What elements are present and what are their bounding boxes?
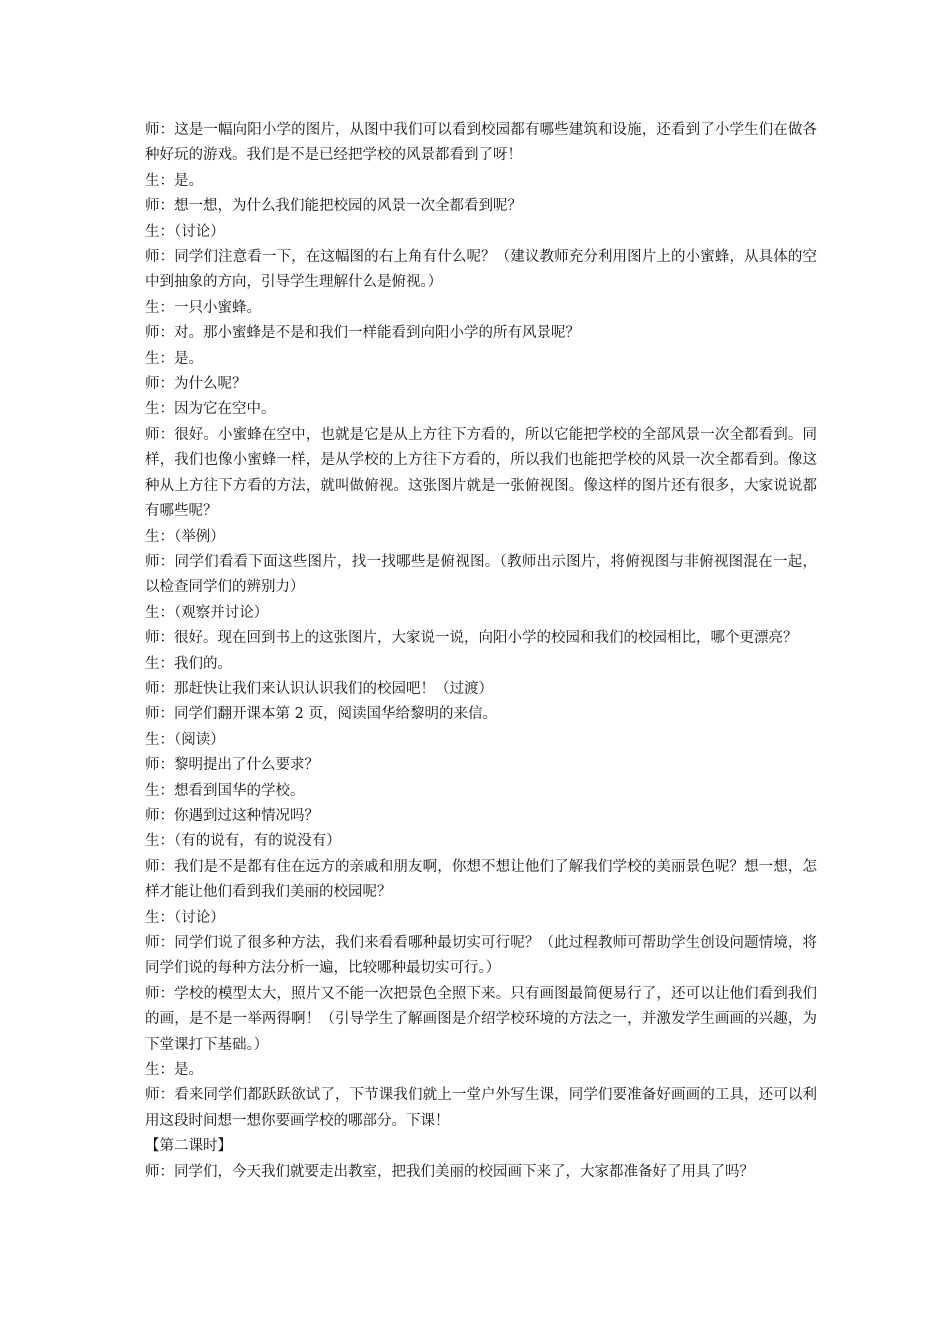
paragraph: 生：一只小蜜蜂。 [145,299,261,316]
paragraph: 师：那赶快让我们来认识认识我们的校园吧！（过渡） [145,680,493,697]
document-body [145,118,817,1185]
paragraph: 生：（观察并讨论） [145,604,269,621]
section-heading: 【第二课时】 [145,1138,232,1155]
paragraph: 生：是。 [145,1062,203,1079]
paragraph: 生：（举例） [145,528,225,545]
paragraph: 生：（讨论） [145,223,225,240]
paragraph: 生：（有的说有，有的说没有） [145,833,341,850]
paragraph: 师：黎明提出了什么要求？ [145,757,319,774]
paragraph: 生：是。 [145,172,203,189]
paragraph: 师：学校的模型太大，照片又不能一次把景色全照下来。只有画图最简便易行了，还可以让他们看到我们的画，是不是一举两得啊！（引导学生了解画图是介绍学校环境的方法之一，并激发学生画画的兴趣，为下堂课打下基础。） [145,985,817,1053]
paragraph: 生：（阅读） [145,731,225,748]
paragraph: 师：你遇到过这种情况吗？ [145,807,319,824]
paragraph: 生：我们的。 [145,655,232,672]
paragraph: 师：同学们注意看一下，在这幅图的右上角有什么呢？（建议教师充分利用图片上的小蜜蜂，从具体的空中到抽象的方向，引导学生理解什么是俯视。） [145,249,817,291]
paragraph: 师：同学们看看下面这些图片，找一找哪些是俯视图。（教师出示图片，将俯视图与非俯视图混在一起，以检查同学们的辨别力） [145,553,817,596]
paragraph: 师：为什么呢？ [145,376,247,393]
paragraph: 师：同学们，今天我们就要走出教室，把我们美丽的校园画下来了，大家都准备好了用具了吗？ [145,1163,754,1180]
paragraph: 生：因为它在空中。 [145,401,276,418]
paragraph: 生：是。 [145,350,203,367]
paragraph: 师：这是一幅向阳小学的图片，从图中我们可以看到校园都有哪些建筑和设施，还看到了小学生们在做各种好玩的游戏。我们是不是已经把学校的风景都看到了呀！ [145,122,817,164]
paragraph: 师：很好。现在回到书上的这张图片，大家说一说，向阳小学的校园和我们的校园相比，哪个更漂亮？ [145,630,798,647]
paragraph: 师：同学们说了很多种方法，我们来看看哪种最切实可行呢？（此过程教师可帮助学生创设问题情境，将同学们说的每种方法分析一遍，比较哪种最切实可行。） [145,935,817,977]
paragraph: 生：（讨论） [145,909,225,926]
paragraph: 师：想一想，为什么我们能把校园的风景一次全都看到呢？ [145,198,522,215]
paragraph: 师：同学们翻开课本第 2 页，阅读国华给黎明的来信。 [145,706,497,723]
paragraph: 师：看来同学们都跃跃欲试了，下节课我们就上一堂户外写生课，同学们要准备好画画的工具，还可以利用这段时间想一想你要画学校的哪部分。下课！ [145,1087,817,1129]
paragraph: 师：对。那小蜜蜂是不是和我们一样能看到向阳小学的所有风景呢？ [145,325,580,342]
paragraph: 师：我们是不是都有住在远方的亲戚和朋友啊，你想不想让他们了解我们学校的美丽景色呢？想一想，怎样才能让他们看到我们美丽的校园呢？ [145,858,817,901]
paragraph: 生：想看到国华的学校。 [145,782,305,799]
paragraph: 师：很好。小蜜蜂在空中，也就是它是从上方往下方看的，所以它能把学校的全部风景一次全都看到。同样，我们也像小蜜蜂一样，是从学校的上方往下方看的，所以我们也能把学校的风景一次全都看到。像这种从上方往下方看的方法，就叫做俯视。这张图片就是一张俯视图。像这样的图片还有很多，大家说说都有哪些呢？ [145,426,817,520]
